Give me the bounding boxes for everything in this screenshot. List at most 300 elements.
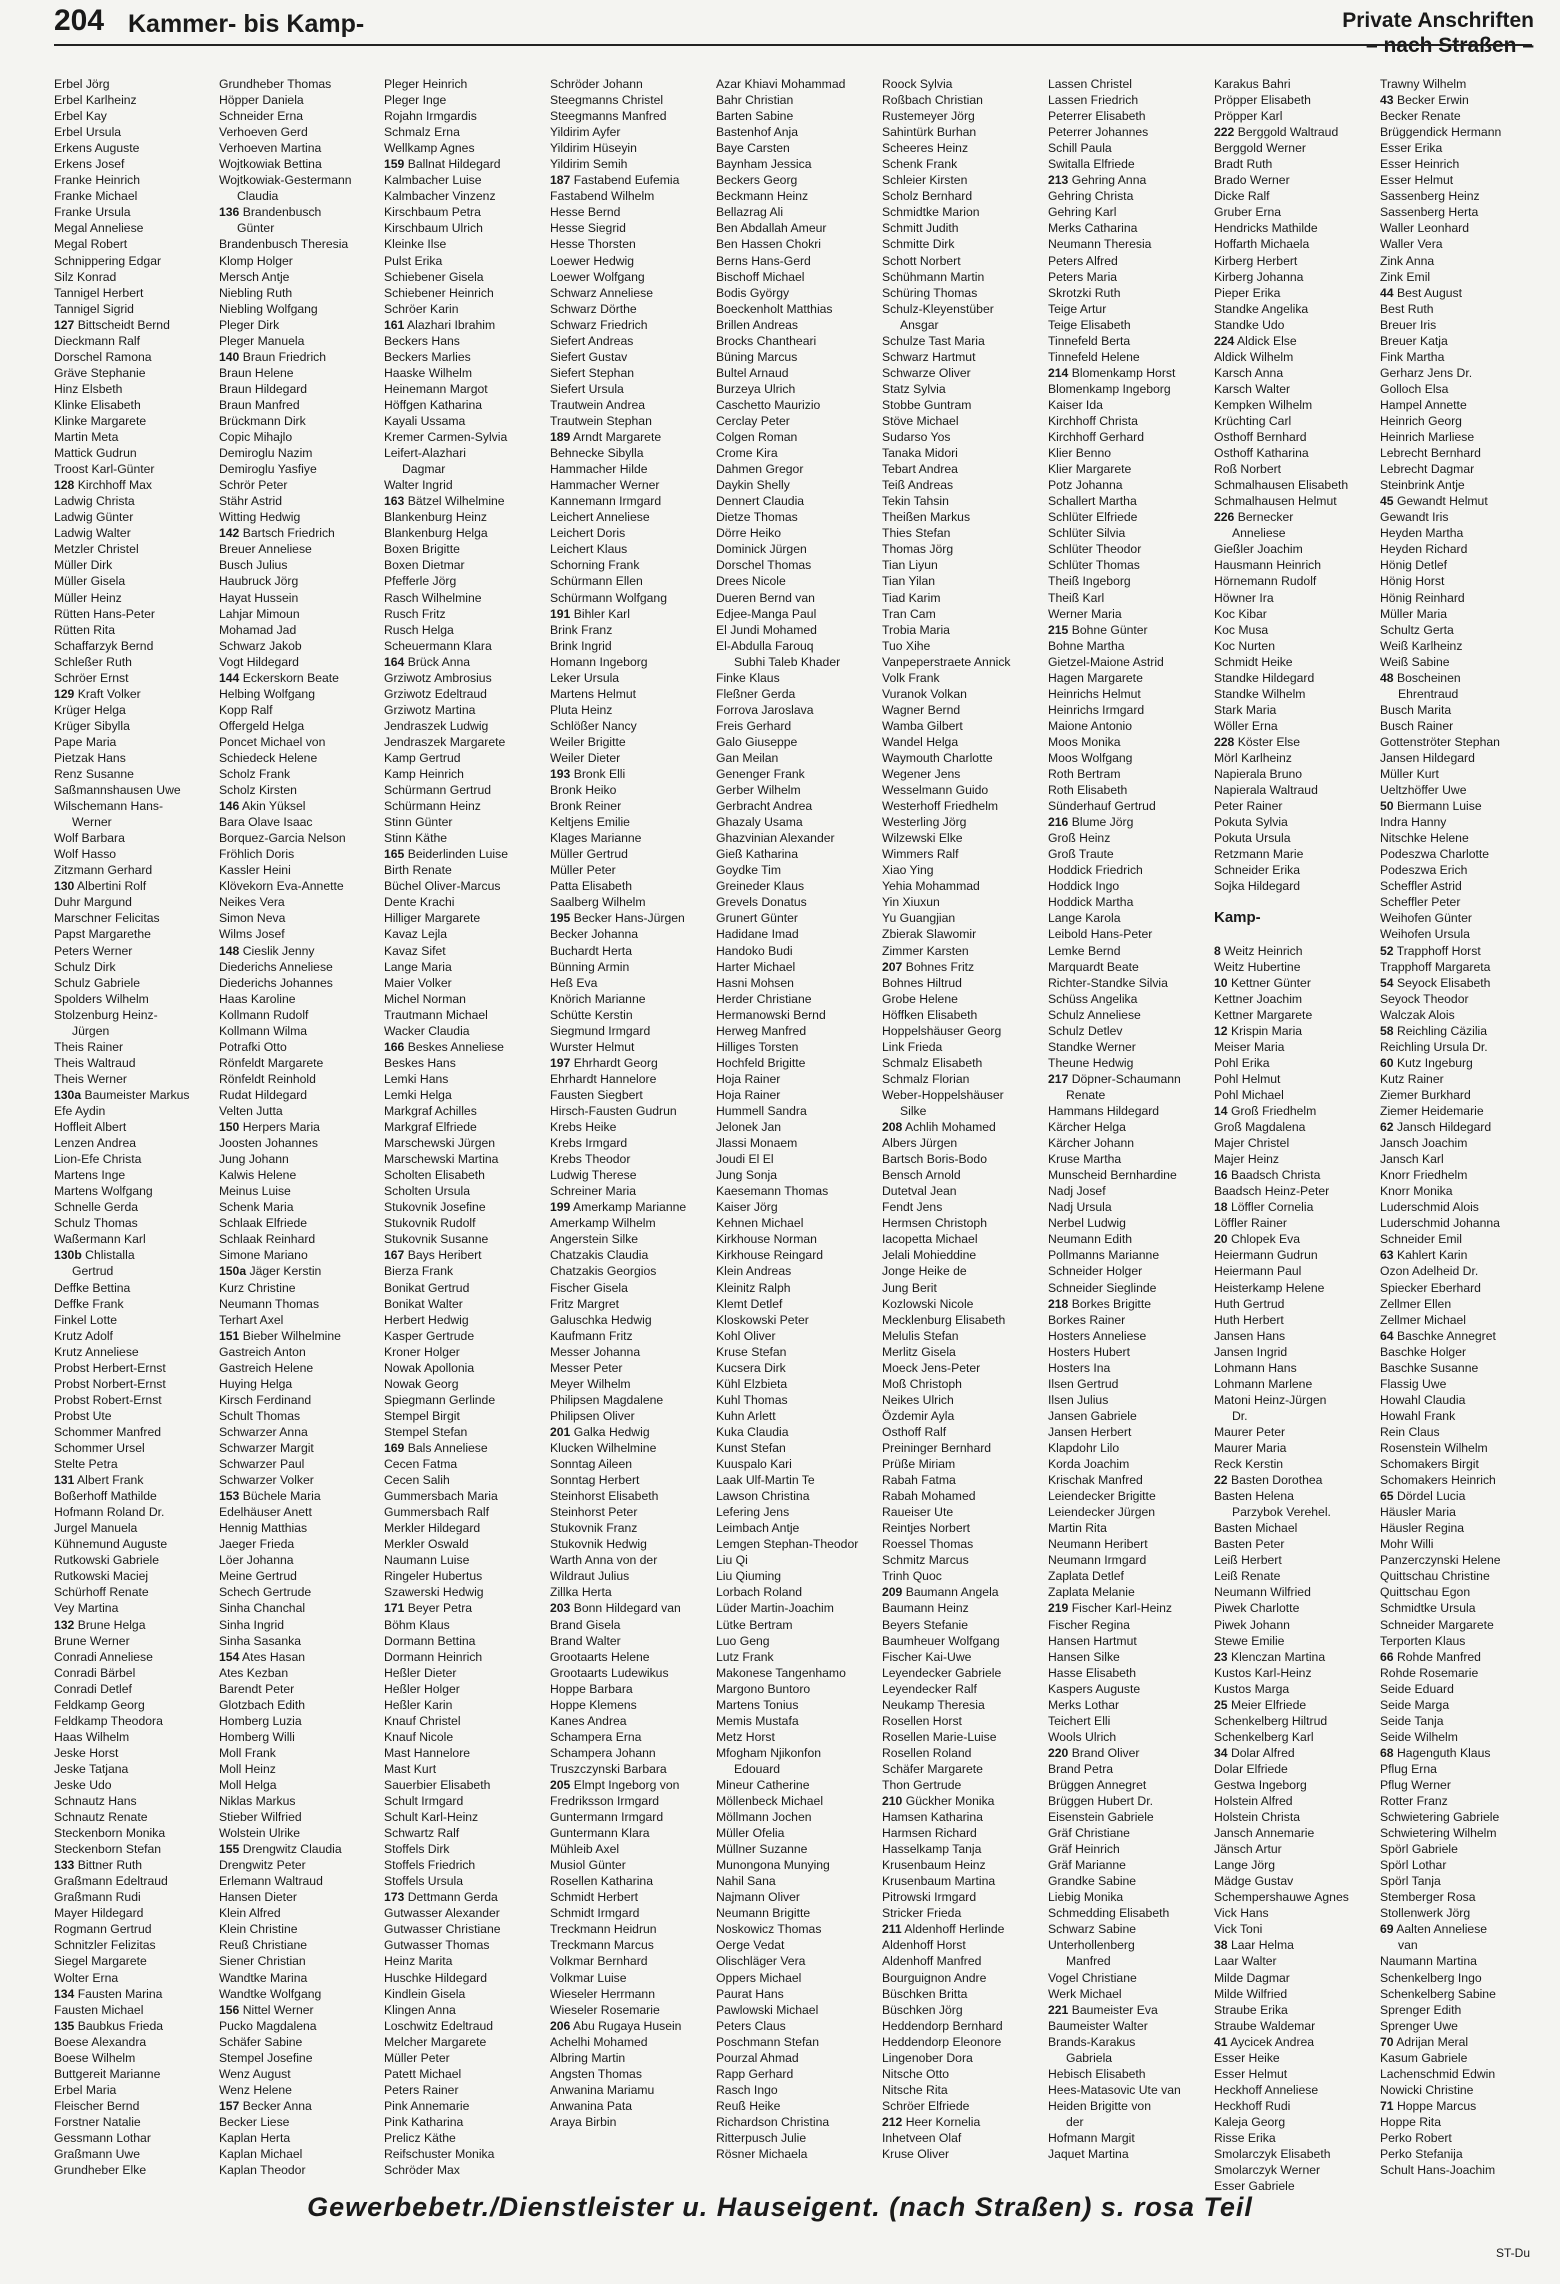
resident-name: Bartsch Friedrich <box>239 526 335 541</box>
resident-entry: Michel Norman <box>384 991 466 1006</box>
resident-entry: Homberg Luzia <box>219 1713 302 1728</box>
resident-entry: Rutkowski Maciej <box>54 1569 149 1584</box>
resident-entry: Dente Krachi <box>384 895 455 910</box>
resident-entry: Erbel Ursula <box>54 125 122 140</box>
resident-entry: Drees Nicole <box>716 574 786 589</box>
resident-entry: Klages Marianne <box>550 831 642 846</box>
resident-entry: Prüße Miriam <box>882 1457 956 1472</box>
resident-entry: Bünning Armin <box>550 959 630 974</box>
resident-entry: Marschewski Martina <box>384 1152 499 1167</box>
resident-entry: Conradi Detlef <box>54 1681 132 1696</box>
resident-entry: Kettner Margarete <box>1214 1007 1313 1022</box>
resident-name: Aldick Else <box>1234 333 1297 348</box>
resident-entry: Stukovnik Rudolf <box>384 1216 476 1231</box>
resident-entry: Vick Hans <box>1214 1906 1269 1921</box>
resident-entry: Häusler Regina <box>1380 1521 1465 1536</box>
directory-column <box>716 76 879 2181</box>
resident-entry: Nowak Apollonia <box>384 1360 475 1375</box>
house-number: 140 <box>219 349 240 364</box>
resident-entry: Standke Werner <box>1048 1039 1136 1054</box>
resident-entry: Leker Ursula <box>550 670 620 685</box>
resident-name: Dettmann Gerda <box>404 1890 498 1905</box>
resident-entry: Homann Ingeborg <box>550 654 648 669</box>
resident-name: Baumann Angela <box>902 1585 999 1600</box>
resident-entry: Edjee-Manga Paul <box>716 606 817 621</box>
house-number: 167 <box>384 1248 405 1263</box>
section-title-line1: Private Anschriften <box>1342 9 1534 32</box>
resident-entry: Majer Christel <box>1214 1136 1290 1151</box>
entry-with-house-number <box>219 349 382 365</box>
resident-entry: Teichert Elli <box>1048 1713 1111 1728</box>
house-number: 148 <box>219 943 240 958</box>
resident-entry: Joosten Johannes <box>219 1136 318 1151</box>
entry-continuation: Anneliese <box>1232 526 1286 541</box>
resident-entry: Huschke Hildegard <box>384 1970 487 1985</box>
resident-entry: Pape Maria <box>54 734 117 749</box>
resident-entry: Piwek Johann <box>1214 1617 1290 1632</box>
resident-entry: Brado Werner <box>1214 173 1290 188</box>
resident-entry: Aldenhoff Horst <box>882 1938 966 1953</box>
resident-entry: Schleßer Ruth <box>54 654 132 669</box>
resident-entry: Preininger Bernhard <box>882 1440 992 1455</box>
resident-entry: Wojtkowiak-Gestermann <box>219 173 352 188</box>
resident-entry: Spörl Gabriele <box>1380 1842 1458 1857</box>
house-number: 132 <box>54 1617 75 1632</box>
resident-entry: Rudat Hildegard <box>219 1087 308 1102</box>
resident-entry: Gehring Christa <box>1048 189 1134 204</box>
resident-entry: Pucko Magdalena <box>219 2018 317 2033</box>
resident-entry: Leiendecker Brigitte <box>1048 1489 1156 1504</box>
resident-entry: Boßerhoff Mathilde <box>54 1489 157 1504</box>
resident-entry: Brink Franz <box>550 622 613 637</box>
resident-entry: Leyendecker Gabriele <box>882 1665 1002 1680</box>
entry-with-house-number <box>54 686 217 702</box>
resident-entry: Blankenburg Heinz <box>384 510 487 525</box>
resident-entry: Tekin Tahsin <box>882 494 949 509</box>
resident-entry: Luderschmid Johanna <box>1380 1216 1500 1231</box>
resident-entry: Hammans Hildegard <box>1048 1104 1160 1118</box>
resident-entry: Brocks Chantheari <box>716 333 817 348</box>
resident-entry: Markgraf Achilles <box>384 1104 477 1118</box>
resident-name: Albert Frank <box>74 1473 144 1488</box>
resident-entry: Holstein Christa <box>1214 1810 1301 1825</box>
resident-entry: Westerling Jörg <box>882 815 967 830</box>
resident-name: Akin Yüksel <box>239 799 306 814</box>
resident-entry: Terhart Axel <box>219 1312 284 1327</box>
resident-entry: Risse Erika <box>1214 2131 1276 2145</box>
resident-entry: Kaplan Herta <box>219 2131 291 2145</box>
resident-entry: Peters Rainer <box>384 2082 459 2097</box>
resident-entry: Cerclay Peter <box>716 413 790 428</box>
resident-entry: Grobe Helene <box>882 991 958 1006</box>
resident-entry: Jeske Tatjana <box>54 1761 129 1776</box>
resident-entry: Steinbrink Antje <box>1380 478 1465 493</box>
resident-name: Elmpt Ingeborg von <box>570 1777 680 1792</box>
resident-entry: Lange Karola <box>1048 911 1121 926</box>
entry-with-house-number <box>1214 975 1377 991</box>
resident-entry: Loewer Hedwig <box>550 253 635 268</box>
resident-entry: Schnitzler Felizitas <box>54 1938 156 1953</box>
resident-entry: Graßmann Edeltraud <box>54 1874 168 1889</box>
resident-entry: Heiermann Gudrun <box>1214 1248 1318 1263</box>
resident-entry: Jansen Hildegard <box>1380 750 1475 765</box>
resident-entry: Breuer Iris <box>1380 317 1437 332</box>
resident-entry: Quittschau Christine <box>1380 1569 1490 1584</box>
footer-note: Gewerbebetr./Dienstleister u. Hauseigent. (nach Straßen) s. rosa Teil <box>307 2192 1253 2222</box>
resident-name: Köster Else <box>1234 734 1301 749</box>
resident-entry: Schneider Margarete <box>1380 1617 1494 1632</box>
resident-entry: Lenzen Andrea <box>54 1136 136 1151</box>
house-number: 171 <box>384 1601 405 1616</box>
entry-with-house-number <box>1380 2034 1543 2050</box>
resident-entry: Roessel Thomas <box>882 1537 974 1552</box>
resident-entry: Heinrich Georg <box>1380 413 1462 428</box>
resident-name: Meier Elfriede <box>1227 1697 1307 1712</box>
resident-entry: Fleischer Bernd <box>54 2098 140 2113</box>
resident-entry: Kalmbacher Vinzenz <box>384 189 496 204</box>
house-number: 210 <box>882 1794 903 1809</box>
resident-entry: Zink Emil <box>1380 269 1431 284</box>
resident-entry: Jurgel Manuela <box>54 1521 138 1536</box>
resident-entry: Herder Christiane <box>716 991 812 1006</box>
resident-entry: Standke Hildegard <box>1214 670 1315 685</box>
resident-entry: Reichling Ursula Dr. <box>1380 1039 1488 1054</box>
entry-with-house-number <box>384 1039 547 1055</box>
house-number: 164 <box>384 654 405 669</box>
resident-name: Brand Oliver <box>1068 1745 1140 1760</box>
resident-entry: Schenk Maria <box>219 1200 294 1215</box>
resident-entry: Esser Heinrich <box>1380 157 1460 172</box>
entry-with-house-number <box>550 1777 713 1793</box>
resident-entry: Stemberger Rosa <box>1380 1890 1476 1905</box>
resident-name: Dolar Alfred <box>1227 1745 1295 1760</box>
resident-entry: Jaquet Martina <box>1048 2147 1129 2162</box>
resident-entry: Saßmannshausen Uwe <box>54 783 181 798</box>
resident-entry: Barten Sabine <box>716 109 794 124</box>
resident-entry: Beyers Stefanie <box>882 1617 969 1632</box>
resident-entry: Metz Horst <box>716 1729 775 1744</box>
resident-entry: Kalmbacher Luise <box>384 173 482 188</box>
resident-entry: Wurster Helmut <box>550 1039 635 1054</box>
resident-name: Best August <box>1393 285 1462 300</box>
resident-entry: Rutkowski Gabriele <box>54 1553 159 1568</box>
resident-entry: Baumann Heinz <box>882 1601 969 1616</box>
resident-entry: Rusch Helga <box>384 622 454 637</box>
resident-entry: Kruse Oliver <box>882 2147 950 2162</box>
resident-entry: Hansen Silke <box>1048 1649 1120 1664</box>
resident-entry: Pohl Michael <box>1214 1087 1284 1102</box>
resident-entry: Erkens Auguste <box>54 141 140 156</box>
house-number: 221 <box>1048 2002 1069 2017</box>
resident-entry: Müller Gisela <box>54 574 126 589</box>
entry-with-house-number <box>1380 1649 1543 1665</box>
resident-entry: Rasch Ingo <box>716 2082 778 2097</box>
resident-entry: Hörnemann Rudolf <box>1214 574 1317 589</box>
resident-entry: Klier Margarete <box>1048 462 1132 477</box>
resident-entry: Vuranok Volkan <box>882 686 967 701</box>
resident-name: Gückher Monika <box>902 1794 995 1809</box>
house-number: 10 <box>1214 975 1228 990</box>
resident-entry: Schürmann Gertrud <box>384 783 492 798</box>
entry-with-house-number <box>882 1793 1045 1809</box>
resident-entry: Sojka Hildegard <box>1214 879 1301 894</box>
resident-entry: Galuschka Hedwig <box>550 1312 652 1327</box>
resident-entry: Heinemann Margot <box>384 381 488 396</box>
resident-entry: Höwner Ira <box>1214 590 1274 605</box>
resident-entry: Mayer Hildegard <box>54 1906 144 1921</box>
resident-entry: Grziwotz Edeltraud <box>384 686 487 701</box>
resident-entry: Dolar Elfriede <box>1214 1761 1288 1776</box>
resident-entry: Kirkhouse Reingard <box>716 1248 824 1263</box>
resident-entry: Stewe Emilie <box>1214 1633 1285 1648</box>
resident-entry: Kühnemund Auguste <box>54 1537 168 1552</box>
entry-continuation: Günter <box>237 221 275 236</box>
resident-entry: Simon Neva <box>219 911 286 926</box>
resident-entry: Wieseler Rosemarie <box>550 2002 660 2017</box>
resident-entry: Pleger Heinrich <box>384 77 468 91</box>
resident-entry: Schmidtke Marion <box>882 205 980 220</box>
resident-entry: Richter-Standke Silvia <box>1048 975 1168 990</box>
resident-entry: Mecklenburg Elisabeth <box>882 1312 1006 1327</box>
resident-entry: Yildirim Semih <box>550 157 628 172</box>
resident-entry: Peters Claus <box>716 2018 786 2033</box>
resident-entry: Krebs Heike <box>550 1120 617 1135</box>
resident-entry: Wellkamp Agnes <box>384 141 475 156</box>
resident-entry: Herbert Hedwig <box>384 1312 469 1327</box>
resident-entry: Ben Abdallah Ameur <box>716 221 827 236</box>
resident-entry: Crome Kira <box>716 446 778 461</box>
resident-entry: Klapdohr Lilo <box>1048 1440 1120 1455</box>
resident-entry: Ladwig Christa <box>54 494 135 509</box>
resident-entry: Heinrichs Helmut <box>1048 686 1141 701</box>
entry-continuation: Jürgen <box>72 1023 110 1038</box>
resident-entry: Gestwa Ingeborg <box>1214 1777 1307 1792</box>
resident-entry: Bensch Arnold <box>882 1168 961 1183</box>
resident-entry: Brückmann Dirk <box>219 413 306 428</box>
resident-entry: Kollmann Wilma <box>219 1023 308 1038</box>
resident-entry: Fredriksson Irmgard <box>550 1794 660 1809</box>
resident-entry: Kasum Gabriele <box>1380 2050 1468 2065</box>
house-number: 169 <box>384 1440 405 1455</box>
section-title-line2: – nach Straßen – <box>1365 34 1534 57</box>
resident-entry: Brands-Karakus <box>1048 2034 1136 2049</box>
house-number: 12 <box>1214 1023 1228 1038</box>
entry-continuation: Gertrud <box>72 1264 114 1279</box>
resident-entry: Hayat Hussein <box>219 590 299 605</box>
resident-entry: Schlaak Reinhard <box>219 1232 316 1247</box>
resident-name: Bittscheidt Bernd <box>74 317 170 332</box>
resident-name: Büchele Maria <box>239 1489 321 1504</box>
entry-with-house-number <box>219 1841 382 1857</box>
resident-entry: Mädge Gustav <box>1214 1874 1294 1889</box>
resident-entry: Leiß Herbert <box>1214 1553 1282 1568</box>
entry-with-house-number <box>1380 1023 1543 1039</box>
resident-entry: Dieckmann Ralf <box>54 333 141 348</box>
resident-entry: Nadj Ursula <box>1048 1200 1112 1215</box>
entry-with-house-number <box>1214 1745 1377 1761</box>
resident-entry: Gummersbach Maria <box>384 1489 498 1504</box>
resident-name: Klenczan Martina <box>1227 1649 1326 1664</box>
resident-entry: Freis Gerhard <box>716 718 792 733</box>
resident-entry: Heyden Martha <box>1380 526 1464 541</box>
resident-entry: Baschke Susanne <box>1380 1360 1479 1375</box>
resident-entry: Theune Hedwig <box>1048 1055 1134 1070</box>
entry-with-house-number <box>219 1488 382 1504</box>
resident-entry: Gräf Marianne <box>1048 1858 1126 1873</box>
house-number: 142 <box>219 526 240 541</box>
resident-entry: Keltjens Emilie <box>550 815 630 830</box>
resident-entry: Dormann Bettina <box>384 1633 476 1648</box>
resident-name: Kahlert Karin <box>1393 1248 1468 1263</box>
house-number: 165 <box>384 847 405 862</box>
resident-entry: Leiß Renate <box>1214 1569 1281 1584</box>
resident-entry: Heßler Dieter <box>384 1665 457 1680</box>
resident-entry: Vogt Hildegard <box>219 654 299 669</box>
resident-entry: Grandke Sabine <box>1048 1874 1137 1889</box>
resident-entry: Jelali Mohieddine <box>882 1248 977 1263</box>
entry-with-house-number <box>882 1584 1045 1600</box>
resident-entry: Schenkelberg Ingo <box>1380 1970 1482 1985</box>
resident-entry: Bahr Christian <box>716 93 794 108</box>
resident-entry: Paurat Hans <box>716 1986 784 2001</box>
resident-entry: Rein Claus <box>1380 1424 1440 1439</box>
resident-entry: Bourguignon Andre <box>882 1970 987 1985</box>
resident-entry: Schwarz Anneliese <box>550 285 653 300</box>
resident-entry: Sassenberg Herta <box>1380 205 1479 220</box>
resident-entry: Pleger Manuela <box>219 333 305 348</box>
resident-entry: Trinh Quoc <box>882 1569 942 1584</box>
resident-name: Bals Anneliese <box>404 1440 488 1455</box>
resident-name: Bihler Karl <box>570 606 630 621</box>
resident-entry: Richardson Christina <box>716 2114 830 2129</box>
resident-entry: Steegmanns Christel <box>550 93 664 108</box>
resident-entry: Terporten Klaus <box>1380 1633 1466 1648</box>
resident-entry: Schult Hans-Joachim <box>1380 2163 1496 2178</box>
resident-entry: Kohl Oliver <box>716 1328 776 1343</box>
resident-entry: Schröder Max <box>384 2163 460 2178</box>
entry-with-house-number <box>384 846 547 862</box>
resident-entry: Hosters Anneliese <box>1048 1328 1147 1343</box>
resident-entry: Leifert-Alazhari <box>384 446 466 461</box>
resident-name: Krispin Maria <box>1227 1023 1303 1038</box>
resident-entry: Probst Herbert-Ernst <box>54 1360 166 1375</box>
resident-entry: Chatzakis Georgios <box>550 1264 657 1279</box>
resident-entry: Jung Johann <box>219 1152 289 1167</box>
resident-entry: Schult Thomas <box>219 1408 301 1423</box>
resident-entry: Schwarz Hartmut <box>882 349 976 364</box>
resident-entry: Busch Julius <box>219 558 288 573</box>
house-number: 70 <box>1380 2034 1394 2049</box>
resident-entry: Schallert Martha <box>1048 494 1137 509</box>
entry-with-house-number <box>54 1617 217 1633</box>
resident-entry: Prelicz Käthe <box>384 2131 456 2145</box>
resident-entry: Achelhi Mohamed <box>550 2034 648 2049</box>
resident-entry: Heiermann Paul <box>1214 1264 1302 1279</box>
resident-entry: Kannemann Irmgard <box>550 494 662 509</box>
house-number: 163 <box>384 494 405 509</box>
resident-entry: Lemki Hans <box>384 1071 449 1086</box>
resident-name: Jansch Hildegard <box>1393 1120 1492 1135</box>
entry-with-house-number <box>550 606 713 622</box>
resident-entry: Boxen Dietmar <box>384 558 465 573</box>
resident-entry: Dutetval Jean <box>882 1184 957 1199</box>
resident-entry: Korda Joachim <box>1048 1457 1130 1472</box>
resident-entry: Müller Maria <box>1380 606 1448 621</box>
resident-entry: Schulz-Kleyenstüber <box>882 301 994 316</box>
resident-entry: Wolstein Ulrike <box>219 1826 301 1841</box>
resident-entry: Trautwein Andrea <box>550 397 646 412</box>
resident-entry: Heßler Karin <box>384 1697 453 1712</box>
resident-entry: Eisenstein Gabriele <box>1048 1810 1154 1825</box>
resident-entry: Merkler Oswald <box>384 1537 469 1552</box>
resident-entry: Philipsen Magdalene <box>550 1392 664 1407</box>
house-number: 150 <box>219 1120 240 1135</box>
resident-entry: Laar Walter <box>1214 1954 1277 1969</box>
resident-entry: Fink Martha <box>1380 349 1445 364</box>
resident-name: Aalten Anneliese <box>1393 1922 1488 1937</box>
entry-with-house-number <box>1214 509 1377 525</box>
resident-entry: Groß Magdalena <box>1214 1120 1306 1135</box>
resident-entry: Milde Wilfried <box>1214 1986 1288 2001</box>
resident-entry: Holstein Alfred <box>1214 1794 1293 1809</box>
resident-name: Chlistalla <box>81 1248 135 1263</box>
resident-entry: Podeszwa Charlotte <box>1380 847 1490 862</box>
resident-entry: Hoja Rainer <box>716 1087 781 1102</box>
resident-entry: Beckers Georg <box>716 173 798 188</box>
resident-entry: Schürmann Wolfgang <box>550 590 667 605</box>
resident-name: Kraft Volker <box>74 686 141 701</box>
resident-entry: Hammacher Hilde <box>550 462 648 477</box>
resident-entry: Lachenschmid Edwin <box>1380 2066 1496 2081</box>
resident-entry: Pink Annemarie <box>384 2098 470 2113</box>
resident-entry: Rotter Franz <box>1380 1794 1448 1809</box>
resident-entry: Krutz Anneliese <box>54 1344 139 1359</box>
resident-entry: Brüggen Hubert Dr. <box>1048 1794 1154 1809</box>
resident-entry: Roth Bertram <box>1048 767 1121 782</box>
resident-entry: Sinha Sasanka <box>219 1633 301 1648</box>
resident-name: Beyer Petra <box>404 1601 473 1616</box>
house-number: 14 <box>1214 1104 1228 1118</box>
resident-entry: Westerhoff Friedhelm <box>882 799 999 814</box>
resident-entry: Braun Hildegard <box>219 381 308 396</box>
resident-entry: Burzeya Ulrich <box>716 381 796 396</box>
resident-entry: Scheffler Peter <box>1380 895 1461 910</box>
house-number: 131 <box>54 1473 75 1488</box>
resident-entry: Gießler Joachim <box>1214 542 1303 557</box>
resident-entry: Kruse Stefan <box>716 1344 787 1359</box>
resident-name: Fischer Karl-Heinz <box>1068 1601 1172 1616</box>
resident-entry: Müller Kurt <box>1380 767 1439 782</box>
resident-entry: Spiecker Eberhard <box>1380 1280 1481 1295</box>
resident-entry: Gessmann Lothar <box>54 2131 151 2145</box>
resident-entry: Vanpeperstraete Annick <box>882 654 1011 669</box>
resident-name: Biermann Luise <box>1393 799 1482 814</box>
house-number: 50 <box>1380 799 1394 814</box>
resident-entry: Bierza Frank <box>384 1264 454 1279</box>
resident-entry: Perko Stefanija <box>1380 2147 1463 2162</box>
resident-entry: Schlüter Thomas <box>1048 558 1140 573</box>
resident-entry: Oerge Vedat <box>716 1938 785 1953</box>
resident-entry: Gerbracht Andrea <box>716 799 813 814</box>
resident-entry: Lefering Jens <box>716 1505 790 1520</box>
resident-entry: Pawlowski Michael <box>716 2002 819 2017</box>
resident-entry: Jendraszek Ludwig <box>384 718 489 733</box>
resident-entry: Esser Helmut <box>1380 173 1454 188</box>
resident-entry: Spolders Wilhelm <box>54 991 149 1006</box>
resident-name: Adrijan Meral <box>1393 2034 1469 2049</box>
resident-entry: Hasni Mohsen <box>716 975 794 990</box>
resident-entry: Reuß Christiane <box>219 1938 308 1953</box>
